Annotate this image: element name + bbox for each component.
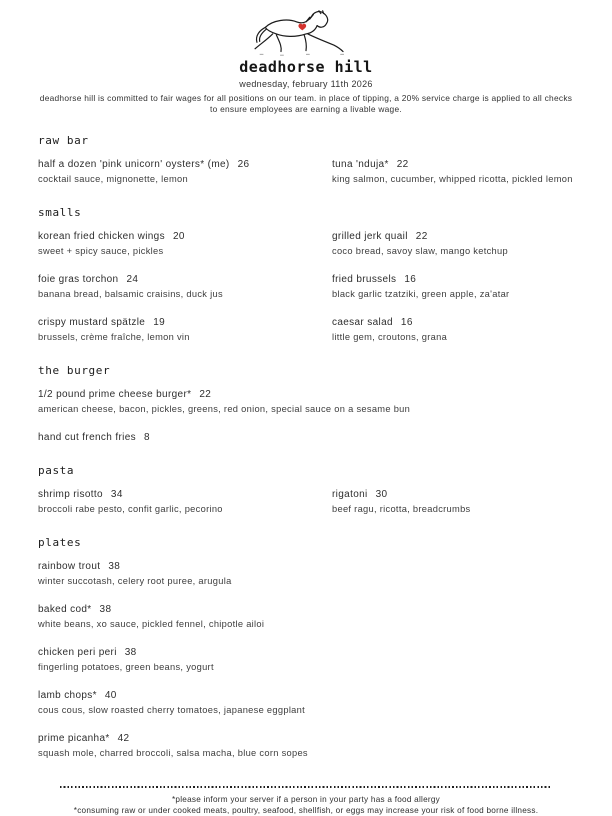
item-name: prime picanha*	[38, 733, 110, 744]
item-name: rigatoni	[332, 489, 368, 500]
menu-item-chicken-wings	[38, 230, 332, 258]
item-name: rainbow trout	[38, 561, 101, 572]
item-name: korean fried chicken wings	[38, 231, 165, 242]
item-name: foie gras torchon	[38, 274, 119, 285]
item-description: sweet + spicy sauce, pickles	[38, 246, 164, 256]
item-price: 22	[199, 389, 212, 400]
item-description: black garlic tzatziki, green apple, za'atar	[332, 289, 510, 299]
logo	[38, 8, 574, 58]
section-title-pasta: pasta	[38, 464, 75, 477]
section-title-the-burger: the burger	[38, 364, 111, 377]
item-price: 20	[172, 231, 185, 242]
item-price: 16	[404, 274, 417, 285]
item-description: cous cous, slow roasted cherry tomatoes, japanese eggplant	[38, 705, 306, 715]
item-description: coco bread, savoy slaw, mango ketchup	[332, 246, 508, 256]
menu-item-baked-cod	[38, 603, 574, 631]
item-price: 38	[124, 647, 137, 658]
item-description: brussels, crème fraîche, lemon vin	[38, 332, 190, 342]
section-title-plates: plates	[38, 536, 82, 549]
menu-item-tuna-nduja	[332, 158, 574, 186]
section-smalls	[38, 206, 574, 344]
item-name: shrimp risotto	[38, 489, 103, 500]
item-name: lamb chops*	[38, 690, 97, 701]
item-price: 26	[237, 159, 250, 170]
menu-item-oysters	[38, 158, 332, 186]
menu-item-jerk-quail	[332, 230, 574, 258]
item-price: 16	[400, 317, 413, 328]
item-price: 19	[153, 317, 166, 328]
menu-item-foie-gras	[38, 273, 332, 301]
item-name: baked cod*	[38, 604, 92, 615]
allergy-note: *please inform your server if a person in your party has a food allergy	[171, 795, 441, 804]
menu-item-lamb-chops	[38, 689, 574, 717]
item-price: 24	[126, 274, 139, 285]
item-description: white beans, xo sauce, pickled fennel, chipotle ailoi	[38, 619, 265, 629]
item-name: fried brussels	[332, 274, 397, 285]
item-description: king salmon, cucumber, whipped ricotta, pickled lemon	[332, 174, 573, 184]
dotted-divider	[60, 786, 552, 788]
item-price: 22	[396, 159, 409, 170]
item-description: american cheese, bacon, pickles, greens, red onion, special sauce on a sesame bun	[38, 404, 411, 414]
menu-item-prime-picanha	[38, 732, 574, 760]
item-description: broccoli rabe pesto, confit garlic, pecorino	[38, 504, 223, 514]
section-title-raw-bar: raw bar	[38, 134, 89, 147]
item-name: chicken peri peri	[38, 647, 117, 658]
item-price: 38	[108, 561, 121, 572]
menu-item-rainbow-trout	[38, 560, 574, 588]
section-raw-bar	[38, 134, 574, 186]
menu-item-french-fries	[38, 431, 574, 444]
menu-item-rigatoni	[332, 488, 574, 516]
heart-icon	[298, 24, 306, 31]
item-description: little gem, croutons, grana	[332, 332, 448, 342]
item-name: tuna 'nduja*	[332, 159, 389, 170]
item-description: winter succotash, celery root puree, arugula	[38, 576, 232, 586]
item-price: 40	[104, 690, 117, 701]
menu-item-caesar-salad	[332, 316, 574, 344]
section-plates	[38, 536, 574, 760]
item-name: grilled jerk quail	[332, 231, 408, 242]
item-name: 1/2 pound prime cheese burger*	[38, 389, 192, 400]
item-price: 30	[375, 489, 388, 500]
menu-item-spatzle	[38, 316, 332, 344]
section-pasta	[38, 464, 574, 516]
menu-item-cheese-burger	[38, 388, 574, 416]
section-the-burger	[38, 364, 574, 444]
item-price: 34	[110, 489, 123, 500]
item-name: hand cut french fries	[38, 432, 136, 443]
menu-item-shrimp-risotto	[38, 488, 332, 516]
item-description: fingerling potatoes, green beans, yogurt	[38, 662, 214, 672]
item-price: 8	[143, 432, 150, 443]
section-title-smalls: smalls	[38, 206, 82, 219]
item-description: squash mole, charred broccoli, salsa macha, blue corn sopes	[38, 748, 308, 758]
item-name: crispy mustard spätzle	[38, 317, 146, 328]
menu-item-chicken-peri-peri	[38, 646, 574, 674]
item-description: beef ragu, ricotta, breadcrumbs	[332, 504, 471, 514]
item-description: cocktail sauce, mignonette, lemon	[38, 174, 188, 184]
restaurant-name: deadhorse hill	[239, 58, 373, 76]
consumption-warning: *consuming raw or under cooked meats, poultry, seafood, shellfish, or eggs may increase your risk of food borne illness.	[73, 806, 539, 815]
item-name: caesar salad	[332, 317, 393, 328]
item-price: 22	[415, 231, 428, 242]
menu-item-fried-brussels	[332, 273, 574, 301]
menu-date: wednesday, february 11th 2026	[239, 79, 373, 89]
item-price: 38	[99, 604, 112, 615]
item-name: half a dozen 'pink unicorn' oysters* (me)	[38, 159, 230, 170]
item-description: banana bread, balsamic craisins, duck jus	[38, 289, 223, 299]
item-price: 42	[117, 733, 130, 744]
service-charge-notice: deadhorse hill is committed to fair wages for all positions on our team. in place of tipping, a 20% service charge is applied to all checks to ensure employees are earning a livable wage.	[39, 93, 573, 114]
